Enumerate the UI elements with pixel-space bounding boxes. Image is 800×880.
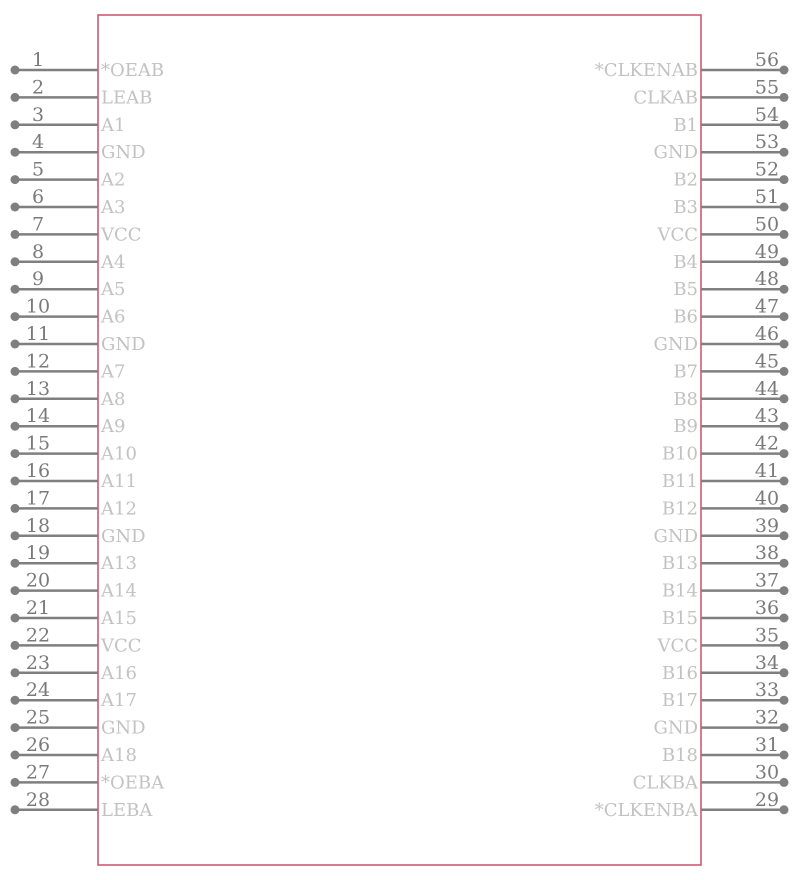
- pin-name: GND: [653, 334, 698, 355]
- pin-endpoint-dot: [780, 175, 789, 184]
- pin-endpoint-dot: [11, 696, 20, 705]
- pin-number: 52: [754, 158, 780, 181]
- pin-endpoint-dot: [11, 559, 20, 568]
- ic-body-outline: [98, 15, 701, 865]
- pin-name: B13: [661, 553, 698, 575]
- pin-name: LEBA: [101, 799, 153, 821]
- pin-endpoint-dot: [11, 203, 20, 212]
- pin-number: 1: [31, 49, 45, 71]
- pin-number: 6: [31, 186, 45, 208]
- pin-number: 44: [754, 377, 780, 400]
- pin-name: B17: [661, 690, 698, 712]
- pin-endpoint-dot: [780, 805, 789, 814]
- pin-endpoint-dot: [11, 778, 20, 787]
- pin-endpoint-dot: [780, 230, 789, 239]
- pin-number: 38: [754, 542, 780, 565]
- right-pin-column: [595, 49, 789, 821]
- pin-name: GND: [653, 717, 698, 739]
- pin-number: 55: [754, 76, 780, 99]
- pin-number: 40: [754, 487, 780, 510]
- pin-endpoint-dot: [780, 394, 789, 403]
- pin-number: 11: [25, 323, 51, 345]
- pin-endpoint-dot: [780, 504, 789, 513]
- pin-endpoint-dot: [11, 257, 20, 266]
- pin-name: B18: [661, 745, 698, 766]
- pin-number: 39: [754, 514, 780, 537]
- pin-name: *CLKENBA: [594, 799, 698, 821]
- pin-endpoint-dot: [780, 312, 789, 321]
- pin-endpoint-dot: [780, 367, 789, 376]
- pin-name: VCC: [657, 224, 698, 246]
- pin-name: A2: [101, 169, 126, 191]
- pin-endpoint-dot: [780, 285, 789, 294]
- pin-name: A5: [101, 279, 126, 301]
- pin-number: 28: [25, 788, 51, 811]
- pin-endpoint-dot: [11, 340, 20, 349]
- pin-endpoint-dot: [780, 203, 789, 212]
- pin-endpoint-dot: [780, 751, 789, 760]
- pin-endpoint-dot: [780, 120, 789, 129]
- pin-number: 50: [754, 213, 780, 236]
- pin-endpoint-dot: [11, 367, 20, 376]
- pin-name: B10: [661, 443, 698, 465]
- pin-endpoint-dot: [780, 723, 789, 732]
- pin-endpoint-dot: [11, 422, 20, 431]
- pin-number: 17: [25, 487, 51, 510]
- pin-name: GND: [101, 334, 146, 355]
- pin-name: B11: [661, 471, 698, 492]
- pin-name: GND: [101, 525, 146, 547]
- pin-number: 35: [754, 624, 780, 647]
- pin-name: *OEBA: [101, 772, 165, 794]
- left-pin-column: [11, 49, 166, 821]
- pin-number: 12: [25, 350, 51, 373]
- pin-5: [11, 159, 126, 191]
- pin-name: A11: [101, 471, 137, 492]
- pin-number: 24: [25, 679, 51, 702]
- pin-name: B8: [673, 388, 698, 410]
- pin-name: CLKBA: [632, 772, 698, 794]
- pin-number: 47: [754, 295, 780, 318]
- pin-number: 34: [754, 651, 780, 674]
- pin-number: 4: [31, 131, 45, 154]
- pin-28: [11, 789, 154, 821]
- pin-number: 7: [31, 213, 45, 236]
- pin-number: 48: [754, 268, 780, 291]
- pin-number: 33: [754, 679, 780, 702]
- pin-number: 22: [25, 624, 51, 647]
- pin-number: 20: [25, 569, 51, 592]
- pin-name: A14: [101, 580, 137, 602]
- pin-3: [11, 104, 126, 136]
- pin-number: 51: [754, 186, 780, 208]
- pin-number: 3: [31, 103, 45, 126]
- pin-endpoint-dot: [780, 422, 789, 431]
- pin-6: [11, 186, 126, 218]
- pin-number: 14: [25, 405, 51, 428]
- pin-7: [11, 213, 142, 245]
- pin-endpoint-dot: [780, 531, 789, 540]
- pin-endpoint-dot: [11, 586, 20, 595]
- pin-endpoint-dot: [11, 723, 20, 732]
- pin-name: A3: [101, 197, 126, 218]
- pin-endpoint-dot: [780, 66, 789, 75]
- pin-endpoint-dot: [780, 778, 789, 787]
- pin-number: 9: [31, 268, 45, 291]
- pin-name: GND: [653, 142, 698, 164]
- pin-endpoint-dot: [11, 312, 20, 321]
- pin-endpoint-dot: [11, 668, 20, 677]
- pin-number: 54: [754, 103, 780, 126]
- pin-name: B12: [661, 498, 698, 520]
- pin-endpoint-dot: [11, 120, 20, 129]
- pin-name: B4: [673, 251, 698, 273]
- pin-endpoint-dot: [11, 531, 20, 540]
- pin-number: 56: [754, 49, 780, 71]
- pin-number: 21: [25, 597, 51, 619]
- pin-name: A6: [101, 306, 126, 328]
- pin-name: A1: [101, 114, 126, 136]
- pin-name: A10: [101, 443, 137, 465]
- pin-29: [595, 789, 789, 821]
- pin-name: B16: [661, 662, 698, 684]
- pin-number: 8: [31, 240, 45, 263]
- pin-number: 43: [754, 405, 780, 428]
- pin-number: 41: [754, 460, 780, 482]
- pin-number: 27: [25, 761, 51, 784]
- pin-number: 37: [754, 569, 780, 592]
- pin-name: B15: [661, 608, 698, 629]
- pin-name: B5: [673, 279, 698, 301]
- pin-name: VCC: [101, 635, 142, 657]
- pin-name: VCC: [101, 224, 142, 246]
- pin-name: *OEAB: [101, 60, 165, 81]
- pin-endpoint-dot: [780, 614, 789, 623]
- pin-name: A12: [101, 498, 137, 520]
- pin-number: 25: [25, 706, 51, 729]
- pin-endpoint-dot: [780, 641, 789, 650]
- pin-4: [11, 131, 146, 163]
- pin-endpoint-dot: [780, 148, 789, 157]
- pin-name: A4: [101, 251, 126, 273]
- pin-endpoint-dot: [780, 477, 789, 486]
- pin-number: 30: [754, 761, 780, 784]
- pin-name: LEAB: [101, 87, 153, 109]
- pin-name: B2: [673, 169, 698, 191]
- pin-number: 46: [754, 323, 780, 345]
- pin-endpoint-dot: [11, 641, 20, 650]
- pin-number: 45: [754, 350, 780, 373]
- pin-name: A16: [101, 662, 137, 684]
- pin-endpoint-dot: [11, 148, 20, 157]
- pin-endpoint-dot: [780, 668, 789, 677]
- pin-number: 42: [754, 432, 780, 455]
- pin-endpoint-dot: [780, 93, 789, 102]
- pin-endpoint-dot: [11, 93, 20, 102]
- pin-endpoint-dot: [11, 751, 20, 760]
- pin-name: A17: [101, 690, 137, 712]
- pin-number: 5: [31, 158, 45, 181]
- pin-endpoint-dot: [780, 586, 789, 595]
- pin-endpoint-dot: [11, 394, 20, 403]
- pin-number: 16: [25, 460, 51, 482]
- pin-name: A8: [101, 388, 126, 410]
- pin-name: GND: [653, 525, 698, 547]
- pin-endpoint-dot: [11, 805, 20, 814]
- pin-name: A9: [101, 416, 126, 438]
- pin-name: A15: [101, 608, 137, 629]
- pin-number: 18: [25, 514, 51, 537]
- pin-endpoint-dot: [11, 449, 20, 458]
- pin-endpoint-dot: [780, 559, 789, 568]
- pin-name: *CLKENAB: [594, 60, 698, 81]
- pin-8: [11, 241, 126, 273]
- pin-number: 31: [754, 734, 780, 756]
- pin-name: B3: [673, 197, 698, 218]
- pin-endpoint-dot: [11, 614, 20, 623]
- pin-endpoint-dot: [780, 257, 789, 266]
- pin-name: GND: [101, 717, 146, 739]
- pin-name: B7: [673, 361, 698, 383]
- pin-name: B9: [673, 416, 698, 438]
- pin-endpoint-dot: [11, 175, 20, 184]
- pin-number: 13: [25, 377, 51, 400]
- pin-number: 49: [754, 240, 780, 263]
- pin-name: B6: [673, 306, 698, 328]
- pin-endpoint-dot: [11, 504, 20, 513]
- pin-number: 15: [25, 432, 51, 455]
- pin-endpoint-dot: [780, 449, 789, 458]
- pin-name: GND: [101, 142, 146, 164]
- pin-name: B14: [661, 580, 698, 602]
- pin-number: 26: [25, 734, 51, 756]
- pin-endpoint-dot: [11, 230, 20, 239]
- pin-endpoint-dot: [11, 66, 20, 75]
- pin-number: 29: [754, 788, 780, 811]
- pin-name: CLKAB: [633, 87, 698, 109]
- pin-number: 32: [754, 706, 780, 729]
- pin-name: B1: [673, 114, 698, 136]
- pin-endpoint-dot: [780, 696, 789, 705]
- pin-endpoint-dot: [780, 340, 789, 349]
- pin-name: A18: [101, 745, 137, 766]
- pin-endpoint-dot: [11, 477, 20, 486]
- pin-number: 10: [25, 295, 51, 318]
- pin-number: 19: [25, 542, 51, 565]
- pin-number: 2: [31, 76, 45, 99]
- pin-name: A13: [101, 553, 137, 575]
- pin-endpoint-dot: [11, 285, 20, 294]
- pin-number: 36: [754, 597, 780, 619]
- pin-name: A7: [101, 361, 126, 383]
- pin-number: 23: [25, 651, 51, 674]
- pin-name: VCC: [657, 635, 698, 657]
- pin-number: 53: [754, 131, 780, 154]
